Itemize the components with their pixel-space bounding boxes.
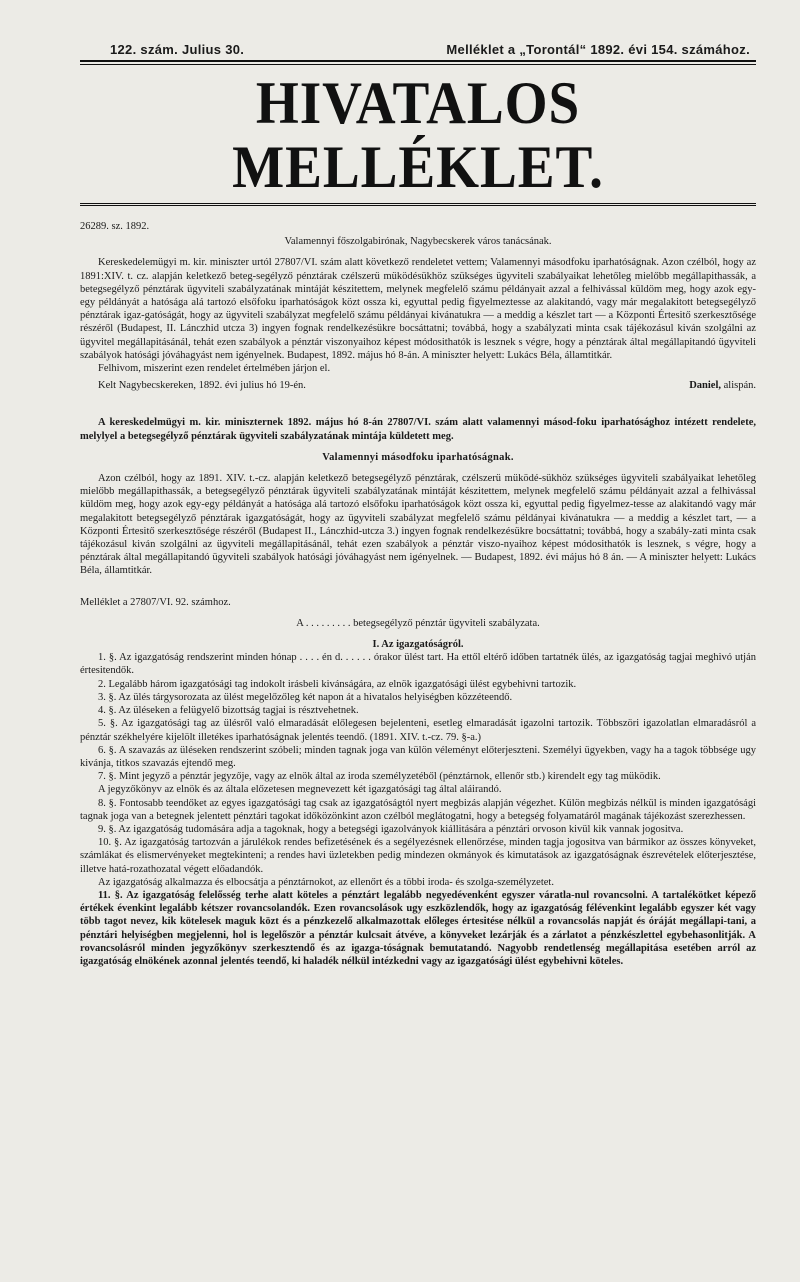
notice-body: Kereskedelemügyi m. kir. miniszter urtól 27807/VI. szám alatt következő rendeletet vettem; Valamennyi másodfoku iparhatóságnak. Azon czélból, hogy az 1891:XIV. t. cz. alapján keletkező beteg-segélyző pénztárak czélszerü müködésükhöz szükséges ügyviteli szabályaikat lehetőleg mielőbb megállapithassák, a betegsegélyző pénztárak ügyviteli szabályzatának mintáját készitettem, melynek megfelelő számu példányait azzal a felhivással küldöm meg, hogy azok egy-egy példányát a hatósága alá tartozó elsőfoku iparhatóságok közt ossza ki, egyuttal pedig figyelmeztesse az alakitandó, vagy már megalakitott betegsegélyző pénztárak igaz-gatóságát, hogy az ügyviteli szabályzat megfelelő számu példányai kivánatukra — a meddig a készlet tart — a Központi Értesitő szerkesztősége részéről (Budapest, II. Lánczhid utcza 3) ingyen fognak rendelkezésükre bocsáttatni; továbbá, hogy a szabályzati minta csak tájékozásul kiván szolgálni az ügyvitel megállapitásánál, tehát ezen szabályok a pénztár viszonyaihoz képest módosithatók is lesznek s végre, hogy a pénztárak által megállapitandó ügyviteli szabályok hatósági jóváhagyást nem igényelnek. Budapest, 1892. május hó 8-án. A miniszter helyett: Lukács Béla, államtitkár. [80,257,756,361]
notice-instruction: Felhivom, miszerint ezen rendelet értelmében járjon el. [98,363,331,375]
header-rule-thin [80,64,756,65]
rule-paragraph: 9. §. Az igazgatóság tudomására adja a tagoknak, hogy a betegségi igazolványok kiállitására a pénztári orvoson kivül kik vannak jogositva. [98,823,684,835]
section-heading: I. Az igazgatóságról. [372,639,464,651]
notice-dateline [80,379,756,392]
ministerial-intro: A kereskedelmügyi m. kir. miniszternek 1892. május hó 8-án 27807/VI. szám alatt valamennyi másod-foku iparhatósághoz intézett rendelete, melylyel a betegsegélyző pénztárak ügyviteli szabályzatának mintája küldetett meg. [80,417,756,442]
signature-title: alispán. [723,380,756,392]
ministerial-heading: Valamennyi másodfoku iparhatóságnak. [322,451,514,463]
ministerial-body: Azon czélból, hogy az 1891. XIV. t.-cz. alapján keletkező betegsegélyző pénztárak, czélszerü müködé-sükhöz szükséges ügyviteli szabályaikat lehetőleg mielőbb megállapithassák, a betegsegélyző pénztárak ügyviteli szabályzatának mintáját készitettem, melynek megfelelő számu példányait azzal a felhivással küldöm meg, hogy azok egy-egy példányát a hatósága alá tartozó elsőfoku iparhatóságok közt ossza ki, egyuttal pedig figyelmez-tesse az alakitandó vagy már megalakitott betegsegélyző pénztárak igazgatóságát, hogy az ügyviteli szabályzat megfelelő számu példányai kivánatukra — a meddig a készlet tart, — a Központi Értesitő szerkesztősége részéről (Budapest II., Lánczhid-utcza 3.) ingyen fognak rendelkezésükre bocsáttatni; továbbá, hogy a szabály-zati minta csak tájékozásul kiván szolgálni az ügyviteli megállapitásánál, tehát ezen szabályok a pénztár viszo-nyaihoz képest módosithatók is lesznek, s végre, hogy a pénztárak által megállapitandó ügyviteli szabályok hatósági jóváhagyást nem igényelnek. — Budapest, 1892. évi május hó 8 án. — A miniszter helyett: Lukács Béla, államtitkár. [80,473,756,577]
masthead-title: HIVATALOS MELLÉKLET. [232,70,604,200]
article-body [80,220,756,968]
rule-paragraph: 3. §. Az ülés tárgysorozata az ülést megelőzőleg két napon át a hivatalos helyiségben közzéteendő. [98,691,513,703]
appendix-reference: Melléklet a 27807/VI. 92. számhoz. [80,596,231,608]
header-rule [80,60,756,62]
appendix-title: A . . . . . . . . . betegsegélyző pénztár ügyviteli szabályzata. [296,617,540,629]
notice-kelt: Kelt Nagybecskereken, 1892. évi julius hó 19-én. [98,380,306,392]
rule-paragraph: 7. §. Mint jegyző a pénztár jegyzője, vagy az elnök által az iroda személyzetéből (pénztárnok, ellenőr stb.) kirendelt egy tag müködik. [98,771,661,783]
rule-paragraph: 10. §. Az igazgatóság tartozván a járulékok rendes befizetésének és a segélyezésnek ellenőrzése, minden tagja jogositva van bármikor az összes könyveket, számlákat és elismervényeket megtekinteni; a rendes havi üzletekben pedig mindezen okmányok és kimutatások az igazgatóságnak észrevételek előterjesztése, illetve hatá-rozathozatal végett előadandók. [80,837,756,875]
issue-number: 122. szám. Julius 30. [110,42,245,57]
rule-paragraph: 2. Legalább három igazgatósági tag indokolt irásbeli kivánságára, az elnök igazgatósági ülést egybehivni tartozik. [98,678,577,690]
notice-address: Valamennyi főszolgabirónak, Nagybecskerek város tanácsának. [284,236,552,248]
supplement-note: Melléklet a „Torontál“ 1892. évi 154. számához. [446,42,750,57]
signature-name: Daniel, [689,380,721,392]
masthead-rule [80,203,756,206]
notice-signature [689,379,756,392]
rule-paragraph: 4. §. Az üléseken a felügyelő bizottság tagjai is résztvehetnek. [98,705,359,717]
notice-reference: 26289. sz. 1892. [80,221,150,232]
rule-paragraph: 6. §. A szavazás az üléseken rendszerint szóbeli; minden tagnak joga van külön véleményt előterjeszteni. Személyi ügyekben, vagy ha a tagok többsége ugy kivánja, titkos szavazás ejtendő meg. [80,744,756,769]
rule-paragraph: Az igazgatóság alkalmazza és elbocsátja a pénztárnokot, az ellenőrt és a többi iroda- és szolga-személyzetet. [98,876,554,888]
rule-paragraph: A jegyzőkönyv az elnök és az általa előzetesen megnevezett két igazgatósági tag által aláirandó. [98,784,502,796]
rule-paragraph: 11. §. Az igazgatóság felelősség terhe alatt köteles a pénztárt legalább negyedévenként egyszer váratla-nul rovancsolni. A tartalékötket képező értékek évenkint legalább kétszer rovancsolandók. Ezen rovancsolások ugy eszközlendők, hogy az igazgatóság félévenkint legalább egyszer két vagy több tagot nevez, kik kötelesek maguk közt és a pénzkezelő alkalmazottak előleges értesitése nélkül a rovancsolás napját és óráját megállapi-tani, a pénztári helyiségben megjelenni, hol is legelőször a pénztár kulcsait átvéve, a könyveket lezárják és a zárlatot a pénzkészlettel egybehasonlitják. A rovancsolásról minden jegyzőkönyv szerkesztendő és az igazga-tóságnak bemutatandó. Nagyobb rendetlenség megállapitása esetében arról az igazgatóság elnökének azonnal jelentés teendő, ki haladék nélkül intézkedni vagy az igazgatósági ülést egybehivni köteles. [80,889,756,967]
rule-paragraph: 1. §. Az igazgatóság rendszerint minden hónap . . . . én d. . . . . . órakor ülést tart. Ha ettől eltérő időben tartatnék ülés, az igazgatóság tagjai meghivó utján értesitendők. [80,652,756,677]
rule-paragraph: 8. §. Fontosabb teendőket az egyes igazgatósági tag csak az igazgatóságtól nyert megbizás alapján végezhet. Külön megbizás nélkül is minden igazgatósági tagnak joga van a betegnek jelentett pénztári tagokat időközönkint azon czélból meglátogatni, hogy a betegség folyamatáról magának tájékozást szerezhessen. [80,797,756,822]
issue-line [80,42,756,57]
rule-paragraph: 5. §. Az igazgatósági tag az ülésről való elmaradását előlegesen bejelenteni, esetleg elmaradását igazolni tartozik. Többszöri igazolatlan elmaradásról a pénztár székhelyére kijelölt illetékes iparhatóságnak jelentés teendő. (1891. XIV. t.-cz. 79. §-a.) [80,718,756,743]
